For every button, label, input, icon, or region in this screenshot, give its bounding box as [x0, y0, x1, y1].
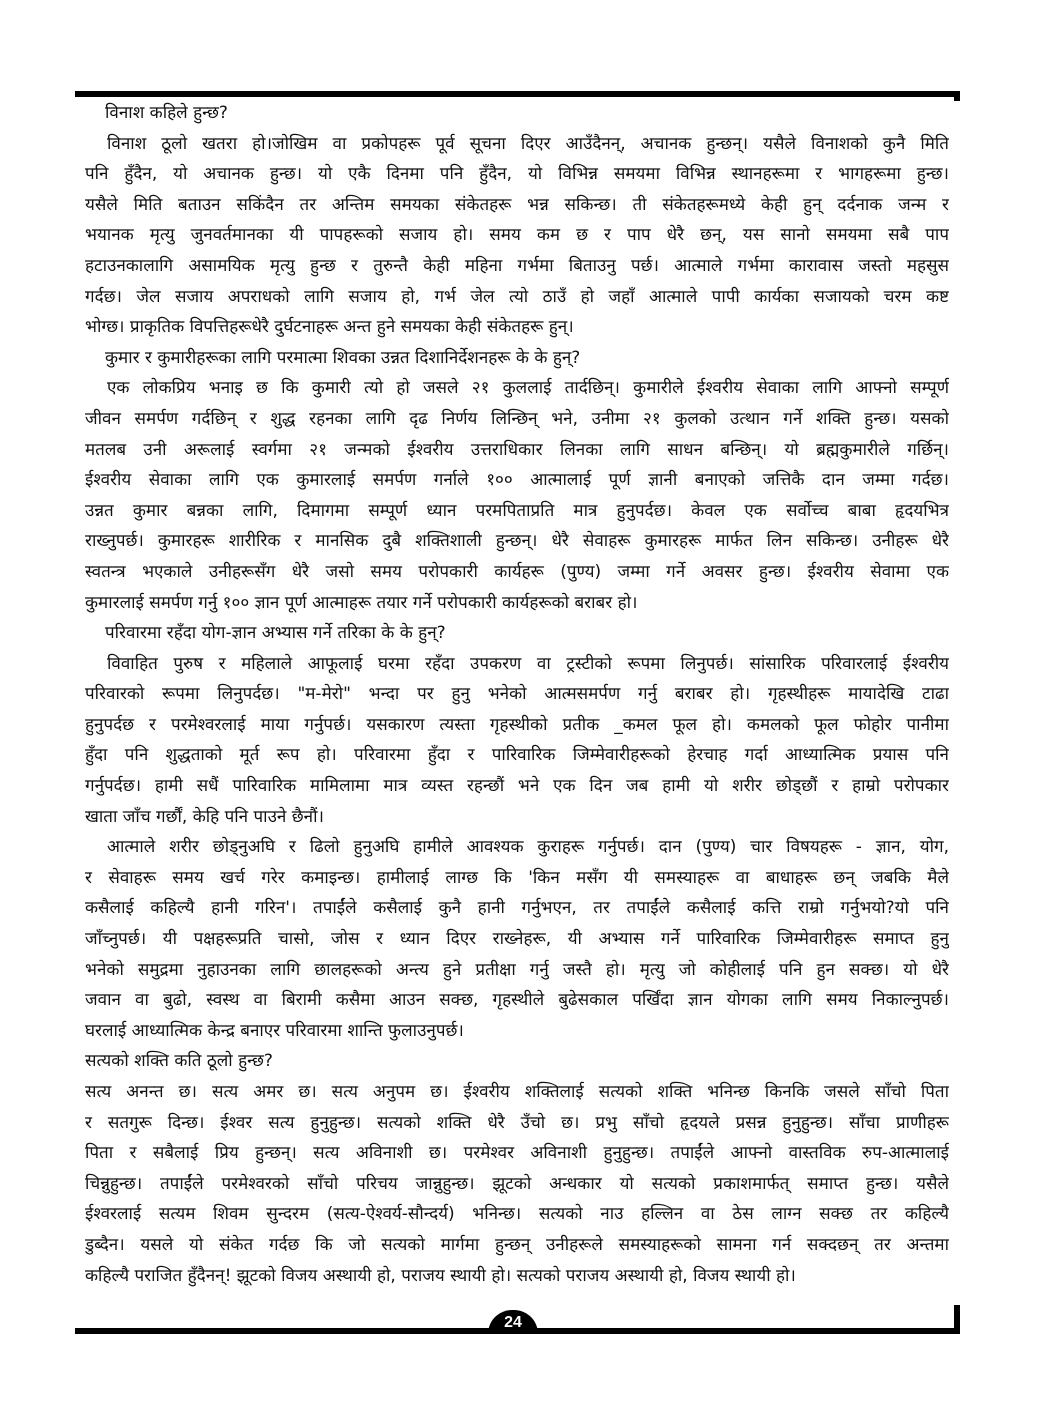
paragraph-line: राख्नुपर्छ। कुमारहरू शारीरिक र मानसिक दुबै शक्तिशाली हुन्छन्। धेरै सेवाहरू कुमारहरू मार्फत लिन सकिन्छ। उनीहरू धेरै [85, 531, 949, 552]
paragraph-line: कसैलाई कहिल्यै हानी गरिन'। तपाईंले कसैलाई कुनै हानी गर्नुभएन, तर तपाईंले कसैलाई कत्ति राम्रो गर्नुभयो?यो पनि [85, 898, 949, 919]
section-heading-truth-power: सत्यको शक्ति कति ठूलो हुन्छ? [85, 1051, 273, 1072]
paragraph-line: स्वतन्त्र भएकाले उनीहरूसँग धेरै जसो समय परोपकारी कार्यहरू (पुण्य) जम्मा गर्ने अवसर हुन्छ। ईश्वरीय सेवामा एक [85, 561, 949, 582]
paragraph-line: र सतगुरू दिन्छ। ईश्वर सत्य हुनुहुन्छ। सत्यको शक्ति धेरै उँचो छ। प्रभु साँचो हृदयले प्रसन्न हुनुहुन्छ। साँचा प्राणीहरू [85, 1112, 949, 1133]
top-border-rule [75, 91, 960, 97]
paragraph-line: घरलाई आध्यात्मिक केन्द्र बनाएर परिवारमा शान्ति फुलाउनुपर्छ। [85, 1020, 464, 1041]
paragraph-line: भनेको समुद्रमा नुहाउनका लागि छालहरूको अन्त्य हुने प्रतीक्षा गर्नु जस्तै हो। मृत्यु जो कोहीलाई पनि हुन सक्छ। यो धेरै [85, 959, 949, 980]
paragraph-line: विनाश ठूलो खतरा हो।जोखिम वा प्रकोपहरू पूर्व सूचना दिएर आउँदैनन्, अचानक हुन्छन्। यसैले विनाशको कुनै मिति [107, 133, 949, 154]
page-body [85, 98, 949, 1291]
paragraph-line: भोग्छ। प्राकृतिक विपत्तिहरूधेरै दुर्घटनाहरू अन्त हुने समयका केही संकेतहरू हुन्। [85, 317, 574, 338]
paragraph-line: उन्नत कुमार बन्नका लागि, दिमागमा सम्पूर्ण ध्यान परमपिताप्रति मात्र हुनुपर्दछ। केवल एक सर्वोच्च बाबा हृदयभित्र [85, 500, 949, 521]
paragraph-line: गर्नुपर्दछ। हामी सधैं पारिवारिक मामिलामा मात्र व्यस्त रहन्छौं भने एक दिन जब हामी यो शरीर छोड्छौं र हाम्रो परोपकार [85, 776, 949, 797]
paragraph-line: भयानक मृत्यु जुनवर्तमानका यी पापहरूको सजाय हो। समय कम छ र पाप धेरै छन्, यस सानो समयमा सबै पाप [85, 225, 949, 246]
paragraph-line: मतलब उनी अरूलाई स्वर्गमा २१ जन्मको ईश्वरीय उत्तराधिकार लिनका लागि साधन बन्छिन्। यो ब्रह्मकुमारीले गर्छिन्। [85, 439, 949, 460]
paragraph-line: हुनुपर्दछ र परमेश्वरलाई माया गर्नुपर्छ। यसकारण त्यस्ता गृहस्थीको प्रतीक _कमल फूल हो। कमलको फूल फोहोर पानीमा [85, 714, 949, 735]
paragraph-line: कुमारलाई समर्पण गर्नु १०० ज्ञान पूर्ण आत्माहरू तयार गर्ने परोपकारी कार्यहरूको बराबर हो। [85, 592, 638, 613]
paragraph-line: चिन्नुहुन्छ। तपाईंले परमेश्वरको साँचो परिचय जान्नुहुन्छ। झूटको अन्धकार यो सत्यको प्रकाशमार्फत् समाप्त हुन्छ। यसैले [85, 1173, 949, 1194]
paragraph-line: आत्माले शरीर छोड्नुअघि र ढिलो हुनुअघि हामीले आवश्यक कुराहरू गर्नुपर्छ। दान (पुण्य) चार विषयहरू - ज्ञान, योग, [107, 837, 949, 858]
paragraph-line: गर्दछ। जेल सजाय अपराधको लागि सजाय हो, गर्भ जेल त्यो ठाउँ हो जहाँ आत्माले पापी कार्यका सजायको चरम कष्ट [85, 286, 949, 307]
section-heading-destruction: विनाश कहिले हुन्छ? [105, 103, 228, 123]
top-border-corner-tick [954, 91, 960, 101]
paragraph-line: पनि हुँदैन, यो अचानक हुन्छ। यो एकै दिनमा पनि हुँदैन, यो विभिन्न समयमा विभिन्न स्थानहरूमा र भागहरूमा हुन्छ। [85, 164, 949, 185]
paragraph-line: खाता जाँच गर्छौं, केहि पनि पाउने छैनौं। [85, 806, 324, 827]
section-heading-family-yoga: परिवारमा रहँदा योग-ज्ञान अभ्यास गर्ने तरिका के के हुन्? [105, 623, 446, 644]
paragraph-line: यसैले मिति बताउन सकिंदैन तर अन्तिम समयका संकेतहरू भन्न सकिन्छ। ती संकेतहरूमध्ये केही हुन् दर्दनाक जन्म र [85, 194, 949, 215]
paragraph-line: हटाउनकालागि असामयिक मृत्यु हुन्छ र तुरुन्तै केही महिना गर्भमा बिताउनु पर्छ। आत्माले गर्भमा कारावास जस्तो महसुस [85, 255, 949, 276]
paragraph-line: डुब्दैन। यसले यो संकेत गर्दछ कि जो सत्यको मार्गमा हुन्छन् उनीहरूले समस्याहरूको सामना गर्न सक्दछन् तर अन्तमा [85, 1234, 949, 1255]
paragraph-line: एक लोकप्रिय भनाइ छ कि कुमारी त्यो हो जसले २१ कुललाई तार्दछिन्। कुमारीले ईश्वरीय सेवाका लागि आफ्नो सम्पूर्ण [107, 378, 949, 399]
paragraph-line: सत्य अनन्त छ। सत्य अमर छ। सत्य अनुपम छ। ईश्वरीय शक्तिलाई सत्यको शक्ति भनिन्छ किनकि जसले साँचो पिता [85, 1082, 949, 1102]
paragraph-line: हुँदा पनि शुद्धताको मूर्त रूप हो। परिवारमा हुँदा र पारिवारिक जिम्मेवारीहरूको हेरचाह गर्दा आध्यात्मिक प्रयास पनि [85, 745, 949, 766]
page-number-badge: 24 [488, 1310, 538, 1334]
paragraph-line: र सेवाहरू समय खर्च गरेर कमाइन्छ। हामीलाई लाग्छ कि 'किन मसँग यी समस्याहरू वा बाधाहरू छन् जबकि मैले [85, 867, 949, 888]
section-heading-kumar-kumari: कुमार र कुमारीहरूका लागि परमात्मा शिवका उन्नत दिशानिर्देशनहरू के के हुन्? [105, 347, 581, 368]
paragraph-line: जीवन समर्पण गर्दछिन् र शुद्ध रहनका लागि दृढ निर्णय लिन्छिन् भने, उनीमा २१ कुलको उत्थान गर्ने शक्ति हुन्छ। यसको [85, 408, 949, 429]
paragraph-line: जाँच्नुपर्छ। यी पक्षहरूप्रति चासो, जोस र ध्यान दिएर राख्नेहरू, यी अभ्यास गर्ने पारिवारिक जिम्मेवारीहरू समाप्त हुनु [85, 929, 949, 950]
paragraph-line: जवान वा बुढो, स्वस्थ वा बिरामी कसैमा आउन सक्छ, गृहस्थीले बुढेसकाल पर्खिंदा ज्ञान योगका लागि समय निकाल्नुपर्छ। [85, 990, 949, 1011]
paragraph-line: ईश्वरीय सेवाका लागि एक कुमारलाई समर्पण गर्नाले १०० आत्मालाई पूर्ण ज्ञानी बनाएको जत्तिकै दान जम्मा गर्दछ। [85, 470, 949, 491]
paragraph-line: पिता र सबैलाई प्रिय हुन्छन्। सत्य अविनाशी छ। परमेश्वर अविनाशी हुनुहुन्छ। तपाईंले आफ्नो वास्तविक रुप-आत्मालाई [85, 1143, 949, 1164]
paragraph-line: विवाहित पुरुष र महिलाले आफूलाई घरमा रहँदा उपकरण वा ट्रस्टीको रूपमा लिनुपर्छ। सांसारिक परिवारलाई ईश्वरीय [107, 653, 949, 674]
paragraph-line: ईश्वरलाई सत्यम शिवम सुन्दरम (सत्य-ऐश्वर्य-सौन्दर्य) भनिन्छ। सत्यको नाउ हल्लिन वा ठेस लाग्न सक्छ तर कहिल्यै [85, 1204, 949, 1225]
paragraph-line: परिवारको रूपमा लिनुपर्दछ। "म-मेरो" भन्दा पर हुनु भनेको आत्मसमर्पण गर्नु बराबर हो। गृहस्थीहरू मायादेखि टाढा [85, 684, 949, 705]
paragraph-line: कहिल्यै पराजित हुँदैनन्! झूटको विजय अस्थायी हो, पराजय स्थायी हो। सत्यको पराजय अस्थायी हो, विजय स्थायी हो। [85, 1265, 796, 1286]
